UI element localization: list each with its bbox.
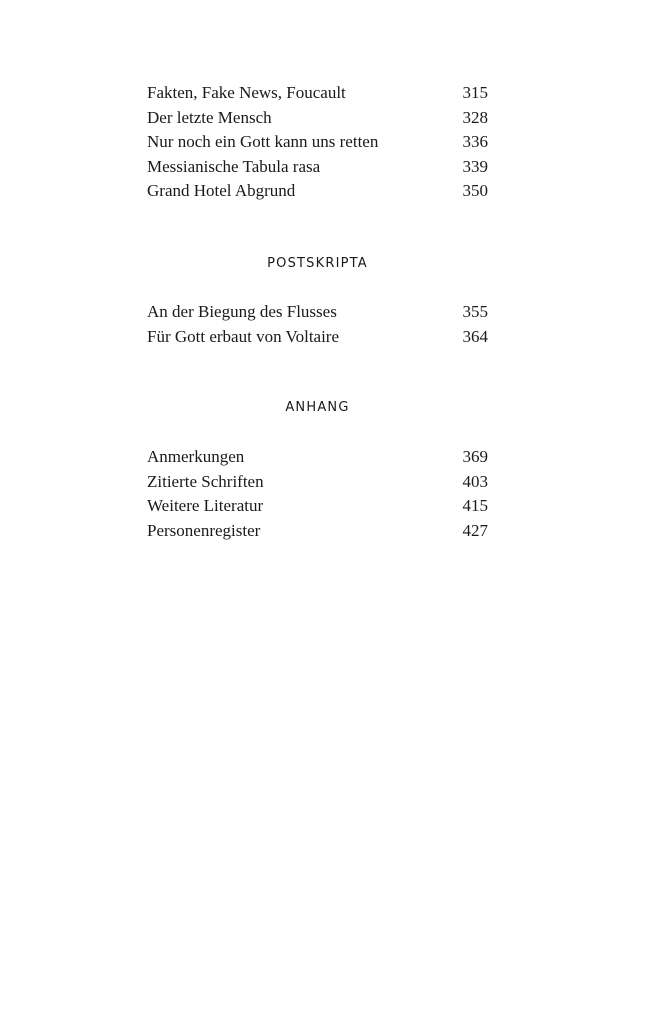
- section-heading-postskripta: POSTSKRIPTA: [267, 256, 368, 271]
- toc-entry: [147, 519, 488, 544]
- toc-entry: [147, 81, 488, 106]
- toc-entry-title: Messianische Tabula rasa: [147, 156, 321, 176]
- toc-entry-title: Weitere Literatur: [147, 496, 264, 515]
- toc-entry: [147, 179, 488, 204]
- toc-entry-title: Der letzte Mensch: [147, 107, 272, 127]
- toc-entry-title: Personenregister: [147, 520, 261, 540]
- toc-entry-page: 350: [462, 181, 488, 200]
- toc-entry-page: 364: [462, 326, 488, 346]
- toc-group-postskripta: [147, 300, 488, 349]
- toc-entry-page: 339: [462, 156, 488, 176]
- toc-entry: [147, 494, 488, 519]
- toc-entry: [147, 106, 488, 131]
- toc-entry: [147, 445, 488, 470]
- toc-entry-page: 369: [462, 447, 488, 466]
- toc-entry-page: 415: [462, 496, 488, 515]
- toc-entry-title: Für Gott erbaut von Voltaire: [147, 326, 340, 346]
- toc-entry-page: 427: [462, 520, 488, 540]
- toc-entry: [147, 155, 488, 180]
- toc-entry-page: 336: [462, 132, 488, 151]
- toc-entry-title: Anmerkungen: [147, 447, 245, 466]
- toc-entry-title: Fakten, Fake News, Foucault: [147, 83, 346, 102]
- toc-group-chapters: [147, 81, 488, 204]
- section-heading-anhang: ANHANG: [285, 400, 350, 415]
- toc-entry-page: 355: [462, 302, 488, 321]
- toc-entry-page: 403: [462, 471, 488, 491]
- toc-entry-page: 315: [462, 83, 488, 102]
- toc-entry-title: Nur noch ein Gott kann uns retten: [147, 132, 379, 151]
- toc-entry-title: An der Biegung des Flusses: [147, 302, 337, 321]
- toc-entry: [147, 325, 488, 350]
- toc-entry: [147, 470, 488, 495]
- toc-group-anhang: [147, 445, 488, 543]
- toc-entry-title: Grand Hotel Abgrund: [147, 181, 296, 200]
- toc-entry-page: 328: [462, 107, 488, 127]
- toc-entry-title: Zitierte Schriften: [147, 471, 264, 491]
- toc-entry: [147, 300, 488, 325]
- toc-entry: [147, 130, 488, 155]
